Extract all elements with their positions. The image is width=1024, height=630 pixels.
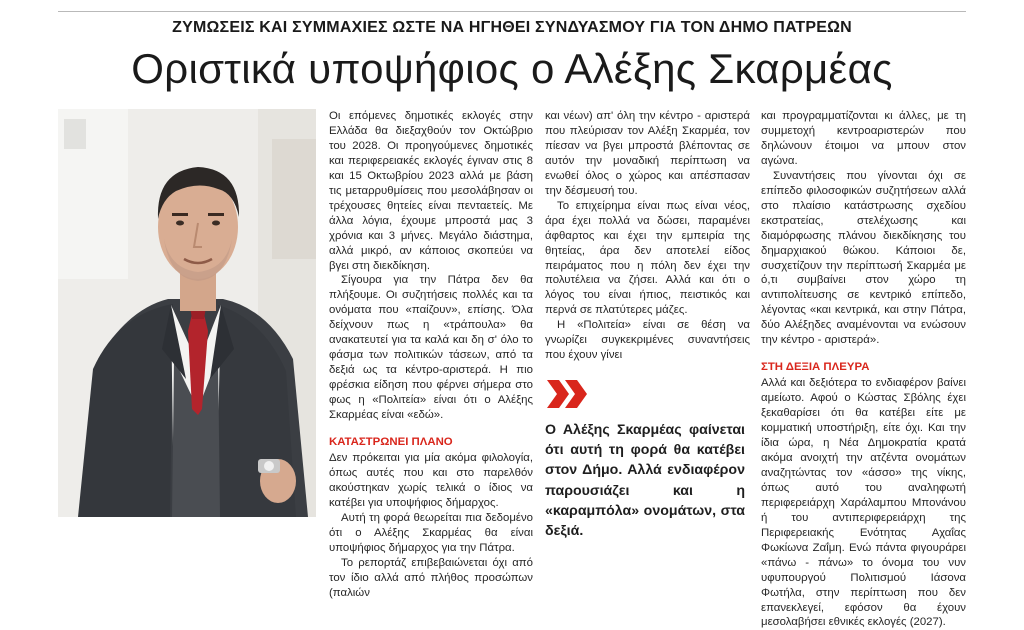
- paragraph: Δεν πρόκειται για μία ακόμα φιλολογία, όπως αυτές που και στο παρελθόν ακούστηκαν χωρίς τελικά ο ίδιος να κατέβει για υποψήφιος δήμαρχος.: [329, 451, 533, 509]
- paragraph: Αλλά και δεξιότερα το ενδιαφέρον βαίνει αμείωτο. Αφού ο Κώστας Σβόλης έχει ξεκαθαρίσει ότι θα κατέβει είτε με κομματική υποστήριξη, είτε όχι. Και την ίδια ώρα, η Νέα Δημοκρατία κρατά ακόμα ανοιχτή την ατζέντα ονομάτων αναζητώντας τον «άσσο» της νίκης, όπως αυτό του αναληφωτή περιφερειάρχη Χαράλαμπου Μπονάνου ή του αντιπεριφερειάρχη της Περιφερειακής Ενότητας Αχαΐας Φωκίωνα Ζαΐμη. Ενώ πάντα φιγουράρει «πάνω - πάνω» το όνομα του νυν υφυπουργού Πολιτισμού Ιάσονα Φωτήλα, στην περίπτωση που δεν επανεκλεγεί, εφόσον θα έχουν μεσολαβήσει εθνικές εκλογές (2027).: [761, 377, 966, 629]
- paragraph: Το επιχείρημα είναι πως είναι νέος, άρα έχει πολλά να δώσει, παραμένει άφθαρτος και έχει την εμπειρία της θητείας, άρα δεν αποτελεί είδος πειράματος που η πόλη δεν έχει την πολυτέλεια να ζήσει. Αλλά και ότι ο λόγος του είναι ήπιος, πειστικός και περνά σε πλατύτερες μάζες.: [545, 199, 750, 317]
- section-subhead: ΚΑΤΑΣΤΡΩΝΕΙ ΠΛΑΝΟ: [329, 436, 453, 449]
- pull-quote: [545, 378, 745, 541]
- quote-chevron-icon: [545, 378, 589, 410]
- section-subhead: ΣΤΗ ΔΕΞΙΑ ΠΛΕΥΡΑ: [761, 361, 870, 374]
- article-kicker: ΖΥΜΩΣΕΙΣ ΚΑΙ ΣΥΜΜΑΧΙΕΣ ΩΣΤΕ ΝΑ ΗΓΗΘΕΙ ΣΥΝΔΥΑΣΜΟΥ ΓΙΑ ΤΟΝ ΔΗΜΟ ΠΑΤΡΕΩΝ: [172, 19, 852, 36]
- paragraph: Το ρεπορτάζ επιβεβαιώνεται όχι από τον ίδιο αλλά από πλήθος προσώπων (παλιών: [329, 556, 533, 599]
- paragraph: Σίγουρα για την Πάτρα δεν θα πλήξουμε. Οι συζητήσεις πολλές και τα ονόματα που «παίζουν», επίσης. Όλα δείχνουν πως η «τράπουλα» θα ανακατευτεί για τα καλά και δη σ' όλο το φάσμα των πολιτικών τάσεων, από τα δεξιά ως τα κέντρο-αριστερά. Η πιο φρέσκια είδηση που φέρνει σήμερα στο φως η «Πολιτεία» είναι ότι ο Αλέξης Σκαρμέας είναι «εδώ».: [329, 274, 533, 422]
- article-column-1: [329, 109, 533, 601]
- paragraph: Οι επόμενες δημοτικές εκλογές στην Ελλάδα θα διεξαχθούν τον Οκτώβριο του 2028. Οι προηγούμενες δημοτικές και περιφερειακές εκλογές έγιναν στις 8 και 15 Οκτωβρίου 2023 αλλά με βάση τις μεταρρυθμίσεις που μεσολάβησαν οι τρέχουσες θητείες είναι πενταετείς. Με άλλα λόγια, έχουμε μπροστά μας 3 χρόνια και 3 μήνες. Μεγάλο διάστημα, αλλά μικρό, αν κάποιος σκοπεύει να βγει στη διεκδίκηση.: [329, 110, 533, 272]
- paragraph: και νέων) απ' όλη την κέντρο - αριστερά που πλεύρισαν τον Αλέξη Σκαρμέα, τον πίεσαν να βγει μπροστά βλέποντας σε αυτόν την μοναδική περίπτωση να ενωθεί όλος ο χώρος και απέσπασαν την δέσμευσή του.: [545, 110, 750, 197]
- article-headline: Οριστικά υποψήφιος ο Αλέξης Σκαρμέας: [131, 45, 893, 92]
- pull-quote-text: Ο Αλέξης Σκαρμέας φαίνεται ότι αυτή τη φορά θα κατέβει στον Δήμο. Αλλά ενδιαφέρον παρουσιάζει και η «καραμπόλα» ονομάτων, στα δεξιά.: [545, 422, 745, 540]
- top-rule: [58, 11, 966, 12]
- candidate-photo: [58, 109, 316, 517]
- article-column-2: [545, 109, 750, 363]
- article-column-3: [761, 109, 966, 630]
- paragraph: Συναντήσεις που γίνονται όχι σε επίπεδο φιλοσοφικών συζητήσεων αλλά στο πλαίσιο κατάστρωσης σχεδίου εκστρατείας, στελέχωσης και διαμόρφωσης πλάνου διεκδίκησης του δημαρχιακού θώκου. Κάποιοι δε, συσχετίζουν την περίπτωσή Σκαρμέα με ό,τι συμβαίνει στον χώρο τη αντιπολίτευσης σε κεντρικό επίπεδο, λέγοντας «και κεντρικά, και στην Πάτρα, δύο Αλέξηδες αναμένονται να ενώσουν την κέντρο - αριστερά».: [761, 169, 966, 347]
- paragraph: και προγραμματίζονται κι άλλες, με τη συμμετοχή κεντροαριστερών που δηλώνουν έτοιμοι να μπουν στον αγώνα.: [761, 110, 966, 167]
- paragraph: Αυτή τη φορά θεωρείται πια δεδομένο ότι ο Αλέξης Σκαρμέας θα είναι υποψήφιος δήμαρχος για την Πάτρα.: [329, 511, 533, 554]
- paragraph: Η «Πολιτεία» είναι σε θέση να γνωρίζει συγκεκριμένες συναντήσεις που έχουν γίνει: [545, 319, 750, 362]
- portrait-illustration: [58, 109, 316, 517]
